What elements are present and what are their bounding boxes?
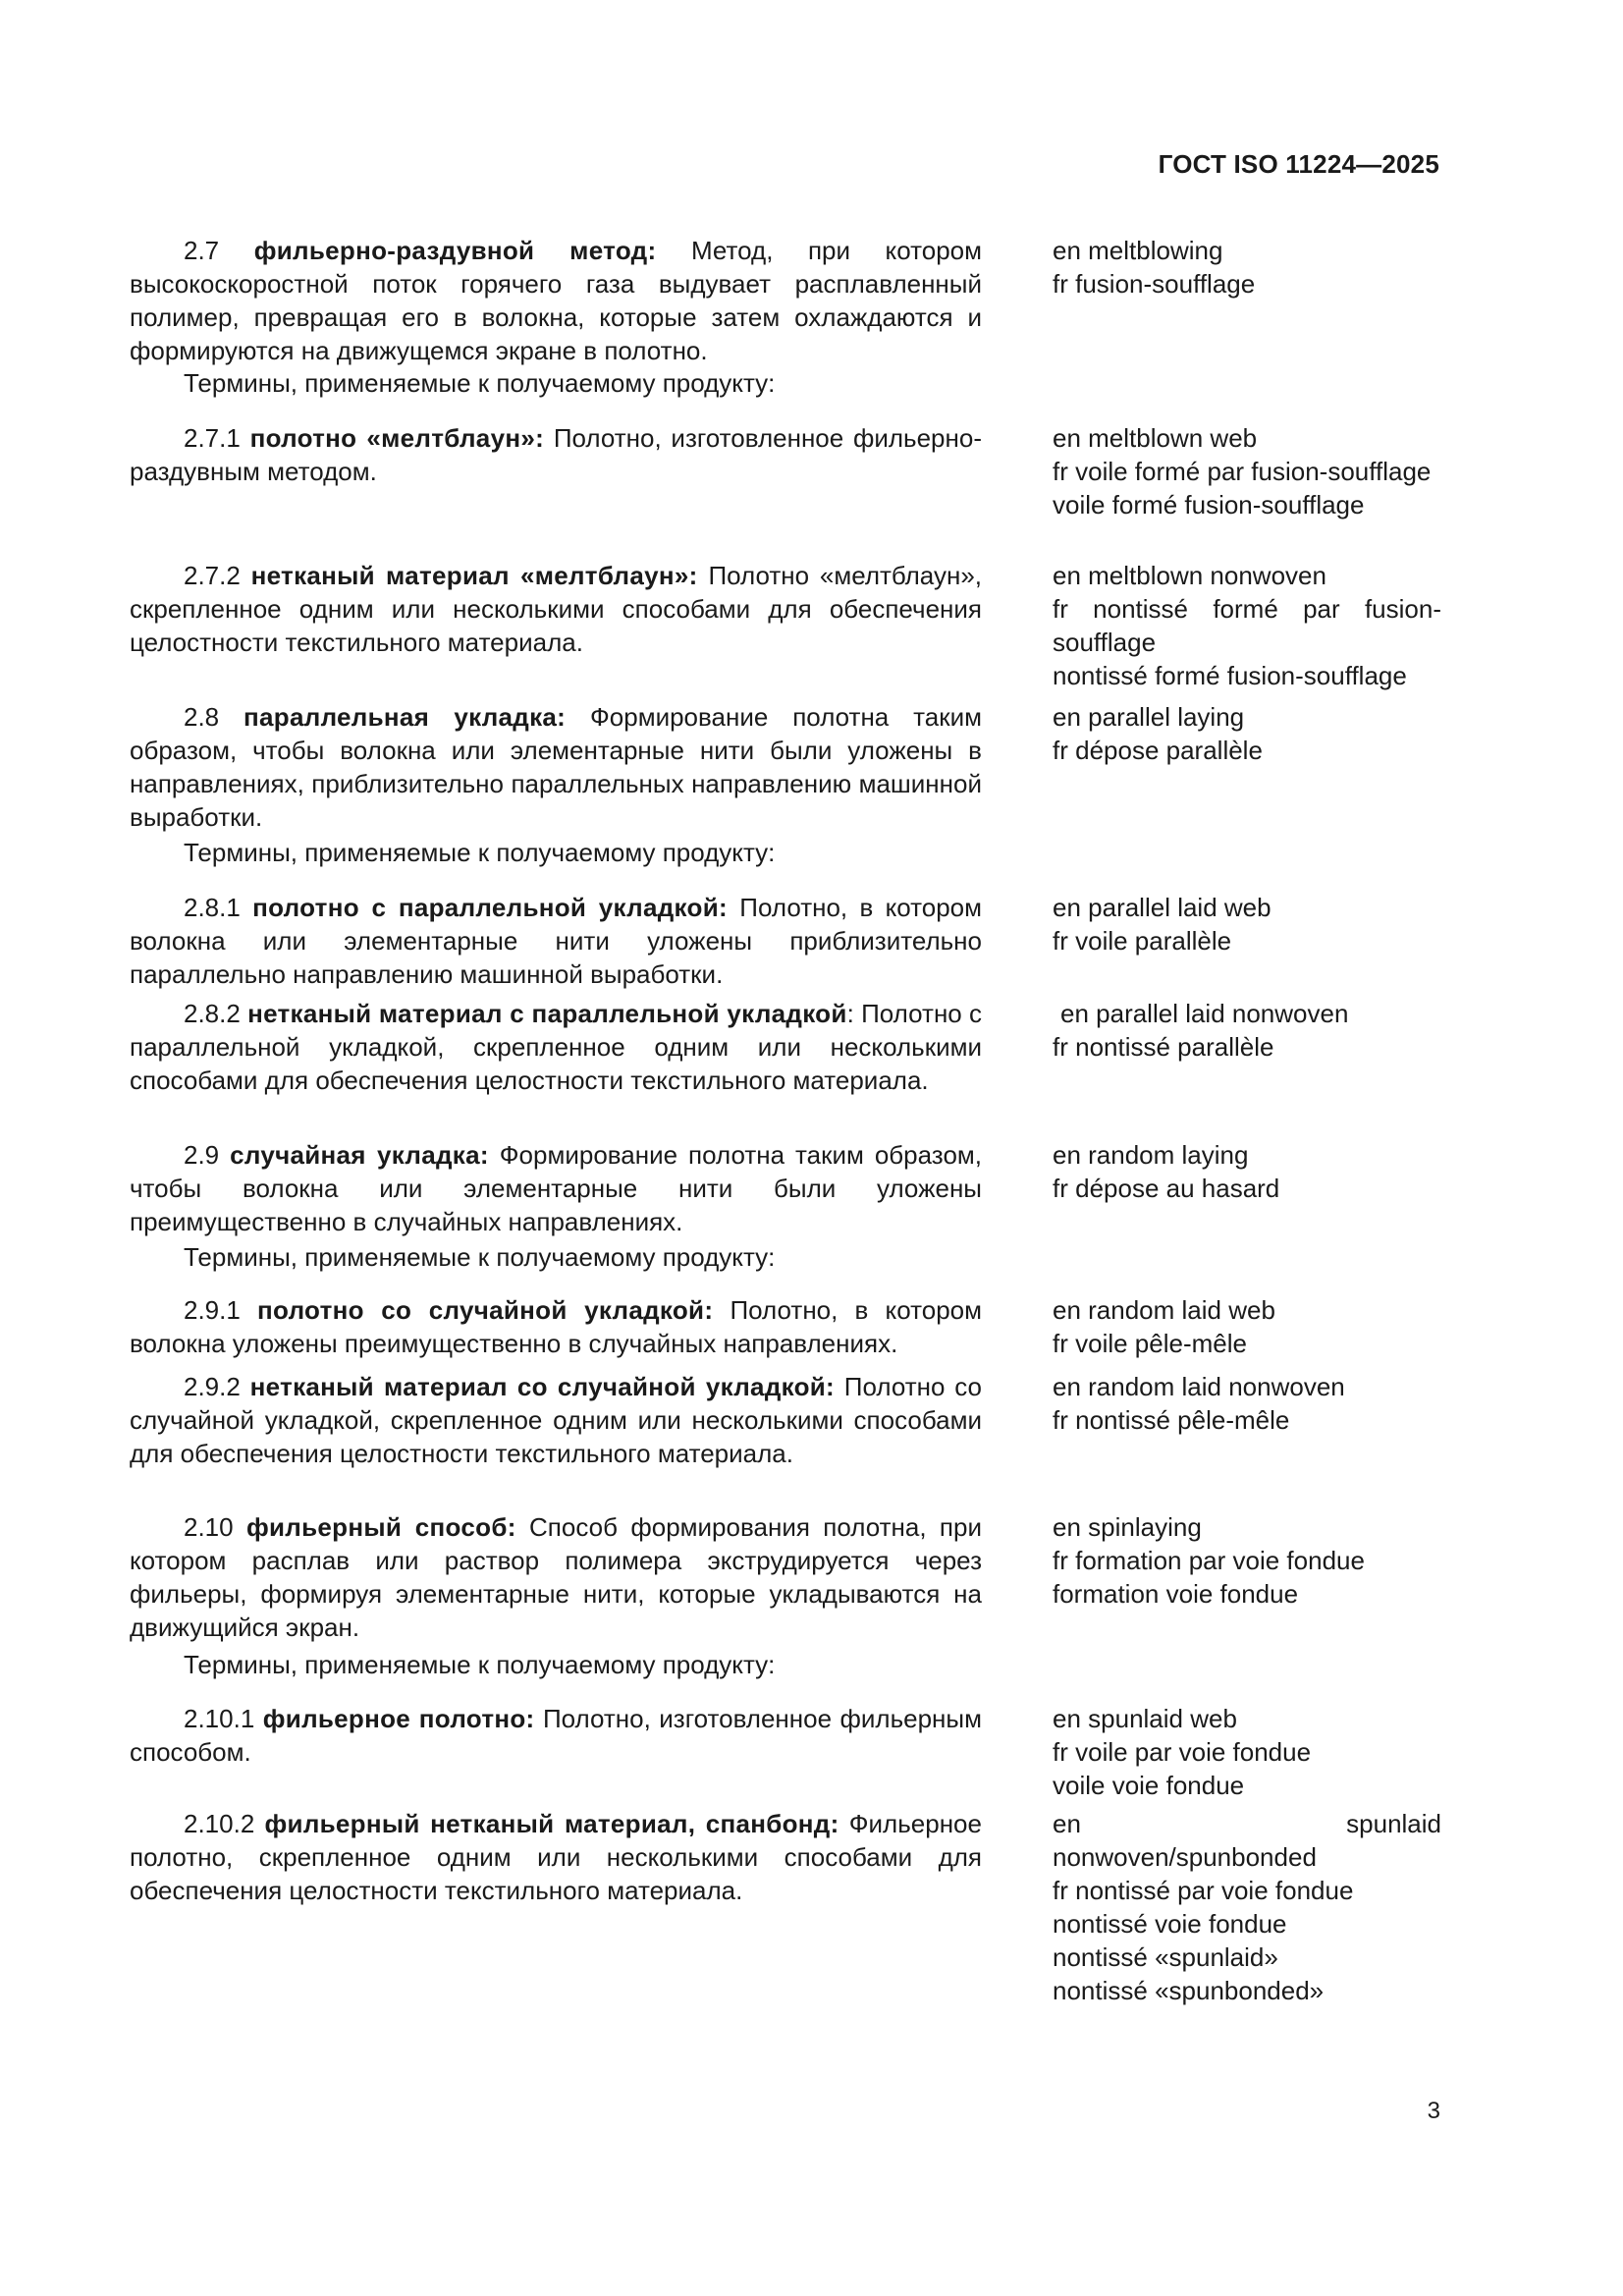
translation-line: en meltblowing	[1053, 236, 1223, 265]
page-number: 3	[1427, 2098, 1440, 2124]
translation-line: en parallel laid web	[1053, 893, 1271, 922]
term-definition	[130, 997, 982, 1138]
term-translations	[1053, 1370, 1441, 1510]
term-number: 2.8.1	[184, 893, 241, 922]
term-entry-2-7-1	[130, 421, 1441, 559]
term-number: 2.8.2	[184, 999, 241, 1028]
translation-line: nontissé formé fusion-soufflage	[1053, 661, 1407, 690]
translation-line: voile formé fusion-soufflage	[1053, 490, 1365, 519]
translation-line: fr nontissé formé par fusion-soufflage	[1053, 594, 1441, 657]
term-definition	[130, 891, 982, 997]
translation-line: nontissé «spunlaid»	[1053, 1942, 1278, 1972]
translation-line: fr nontissé pêle-mêle	[1053, 1405, 1290, 1435]
translation-line: nontissé voie fondue	[1053, 1909, 1287, 1939]
term-number: 2.9	[184, 1140, 220, 1170]
term-text: Формирование полотна таким образом, чтобы волокна или элементарные нити были уложены преимущественно в случайных направлениях.	[130, 1140, 982, 1236]
term-text: Полотно, изготовленное фильерно-раздувным методом.	[130, 423, 982, 486]
term-definition	[130, 1510, 982, 1648]
term-text: Полотно, в котором волокна или элементарные нити уложены приблизительно параллельно направлению машинной выработки.	[130, 893, 982, 989]
translation-line: fr voile pêle-mêle	[1053, 1329, 1247, 1358]
page-header: ГОСТ ISO 11224—2025	[1158, 149, 1439, 179]
term-text: Полотно, изготовленное фильерным способом.	[130, 1704, 982, 1767]
translation-line: formation voie fondue	[1053, 1579, 1299, 1609]
term-title: нетканый материал со случайной укладкой:	[249, 1372, 836, 1401]
term-title: фильерный нетканый материал, спанбонд:	[264, 1809, 839, 1838]
term-text: Полотно, в котором волокна уложены преимущественно в случайных направлениях.	[130, 1295, 982, 1358]
term-title: фильерный способ:	[245, 1512, 516, 1542]
term-title: полотно «мелтблаун»:	[249, 423, 545, 453]
term-number: 2.7.2	[184, 561, 241, 590]
translation-line: en spunlaid web	[1053, 1704, 1237, 1733]
term-number: 2.10.1	[184, 1704, 255, 1733]
applied-terms-note: Термины, применяемые к получаемому продукту:	[184, 368, 776, 398]
translation-line: en meltblown nonwoven	[1053, 561, 1326, 590]
term-text: Фильерное полотно, скрепленное одним или несколькими способами для обеспечения целостности текстильного материала.	[130, 1809, 982, 1905]
term-definition	[130, 421, 982, 559]
term-title: нетканый материал «мелтблаун»:	[250, 561, 698, 590]
term-definition	[130, 559, 982, 700]
term-entry-2-10	[130, 1510, 1441, 1648]
translation-line: en meltblown web	[1053, 423, 1258, 453]
term-entry-2-8	[130, 700, 1441, 836]
term-entry-2-9	[130, 1138, 1441, 1240]
term-number: 2.9.1	[184, 1295, 241, 1325]
term-number: 2.7	[184, 236, 220, 265]
translation-line: fr dépose au hasard	[1053, 1174, 1280, 1203]
translation-line: en random laid nonwoven	[1053, 1372, 1345, 1401]
translation-line: fr dépose parallèle	[1053, 736, 1263, 765]
term-entry-2-9-2	[130, 1370, 1441, 1510]
term-entry-2-8-2	[130, 997, 1441, 1138]
translation-line: en parallel laying	[1053, 702, 1245, 732]
translation-line: en spinlaying	[1053, 1512, 1202, 1542]
term-title: нетканый материал с параллельной укладкой	[247, 999, 847, 1028]
translation-line: fr nontissé par voie fondue	[1053, 1876, 1354, 1905]
term-text: Полотно со случайной укладкой, скрепленное одним или несколькими способами для обеспечения целостности текстильного материала.	[130, 1372, 982, 1468]
term-definition	[130, 1293, 982, 1370]
term-definition	[130, 1370, 982, 1510]
term-title: полотно со случайной укладкой:	[257, 1295, 714, 1325]
term-definition	[130, 1807, 982, 2013]
term-title: фильерно-раздувной метод:	[253, 236, 657, 265]
term-text: : Полотно с параллельной укладкой, скрепленное одним или несколькими способами для обеспечения целостности текстильного материала.	[130, 999, 982, 1095]
term-translations	[1053, 421, 1441, 559]
term-title: случайная укладка:	[230, 1140, 489, 1170]
term-definition	[130, 700, 982, 836]
term-definition	[130, 1702, 982, 1807]
translation-line: en parallel laid nonwoven	[1060, 999, 1349, 1028]
term-entry-2-8-1	[130, 891, 1441, 997]
term-translations	[1053, 1510, 1441, 1648]
term-text: Метод, при котором высокоскоростной поток горячего газа выдувает расплавленный полимер, превращая его в волокна, которые затем охлаждаются и формируются на движущемся экране в полотно.	[130, 236, 982, 365]
translation-line: voile voie fondue	[1053, 1771, 1245, 1800]
translation-line: nontissé «spunbonded»	[1053, 1976, 1325, 2005]
translation-line: en random laid web	[1053, 1295, 1275, 1325]
term-translations	[1053, 559, 1441, 700]
translation-line: en random laying	[1053, 1140, 1249, 1170]
term-text: Полотно «мелтблаун», скрепленное одним или несколькими способами для обеспечения целостности текстильного материала.	[130, 561, 983, 657]
term-entry-2-9-1	[130, 1293, 1441, 1370]
translation-line: fr voile parallèle	[1053, 926, 1232, 956]
term-entry-2-7	[130, 234, 1441, 366]
term-definition	[130, 1138, 982, 1240]
term-translations	[1053, 1702, 1441, 1807]
term-number: 2.10.2	[184, 1809, 255, 1838]
applied-terms-note: Термины, применяемые к получаемому продукту:	[184, 1650, 776, 1679]
term-translations	[1053, 234, 1441, 366]
term-number: 2.7.1	[184, 423, 241, 453]
translation-line: fr nontissé parallèle	[1053, 1032, 1274, 1062]
terms-list	[130, 234, 1441, 2013]
term-number: 2.9.2	[184, 1372, 241, 1401]
term-number: 2.10	[184, 1512, 234, 1542]
term-translations	[1053, 1807, 1441, 2013]
term-entry-2-7-2	[130, 559, 1441, 700]
term-translations	[1053, 891, 1441, 997]
translation-line: fr voile formé par fusion-soufflage	[1053, 457, 1432, 486]
translation-line: en spunlaid nonwoven/spunbonded	[1053, 1809, 1441, 1872]
term-entry-2-10-2	[130, 1807, 1441, 2013]
term-text: Способ формирования полотна, при котором расплав или раствор полимера экструдируется через фильеры, формируя элементарные нити, которые укладываются на движущийся экран.	[130, 1512, 982, 1642]
term-definition	[130, 234, 982, 366]
translation-line: fr voile par voie fondue	[1053, 1737, 1312, 1767]
term-text: Формирование полотна таким образом, чтобы волокна или элементарные нити были уложены в направлениях, приблизительно параллельных направлению машинной выработки.	[130, 702, 982, 832]
term-title: полотно с параллельной укладкой:	[252, 893, 728, 922]
translation-line: fr fusion-soufflage	[1053, 269, 1256, 299]
term-translations	[1053, 997, 1441, 1138]
applied-terms-note: Термины, применяемые к получаемому продукту:	[184, 838, 776, 867]
term-number: 2.8	[184, 702, 220, 732]
term-translations	[1053, 1138, 1441, 1240]
translation-line: fr formation par voie fondue	[1053, 1546, 1365, 1575]
term-entry-2-10-1	[130, 1702, 1441, 1807]
term-translations	[1053, 1293, 1441, 1370]
term-title: фильерное полотно:	[262, 1704, 535, 1733]
applied-terms-note: Термины, применяемые к получаемому продукту:	[184, 1242, 776, 1272]
term-title: параллельная укладка:	[243, 702, 567, 732]
term-translations	[1053, 700, 1441, 836]
